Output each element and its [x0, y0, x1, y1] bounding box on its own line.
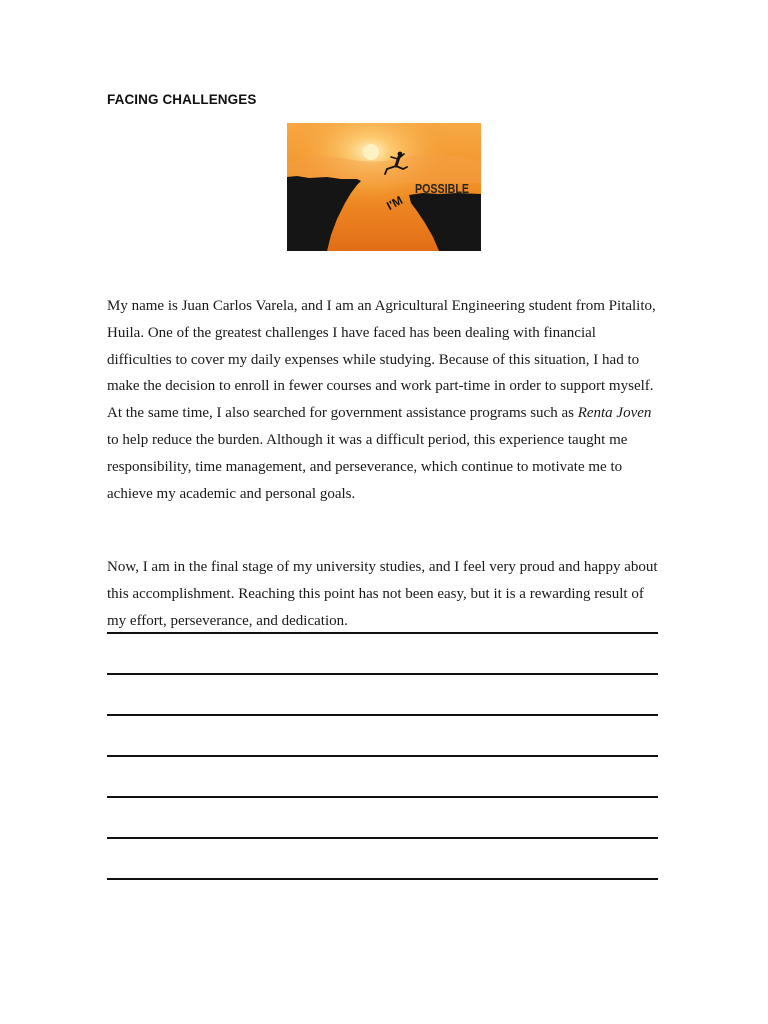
text-line: to help reduce the burden. Although it was a difficult period, this experience taught me	[107, 431, 628, 448]
text-line: Huila. One of the greatest challenges I have faced has been dealing with financial	[107, 324, 596, 341]
falling-letters: I'M	[384, 193, 406, 214]
page-title: FACING CHALLENGES	[107, 92, 257, 107]
writing-line	[107, 755, 658, 757]
cliff-jump-illustration	[287, 123, 481, 251]
paragraph-introduction	[107, 293, 667, 507]
text-line: this accomplishment. Reaching this point has not been easy, but it is a rewarding result of	[107, 585, 644, 602]
text-line: achieve my academic and personal goals.	[107, 485, 356, 502]
text-line: my effort, perseverance, and dedication.	[107, 612, 348, 629]
text-line: responsibility, time management, and perseverance, which continue to motivate me to	[107, 458, 623, 475]
program-name-emphasis: Renta Joven	[577, 405, 652, 422]
paragraph-conclusion	[107, 554, 667, 634]
text-line	[107, 400, 667, 427]
writing-line	[107, 714, 658, 716]
text-line: Now, I am in the final stage of my university studies, and I feel very proud and happy about	[107, 559, 658, 575]
writing-line	[107, 796, 658, 798]
writing-line	[107, 632, 658, 634]
writing-line	[107, 673, 658, 675]
jumping-over-cliff-icon	[287, 123, 481, 251]
text-line: difficulties to cover my daily expenses while studying. Because of this situation, I had to	[107, 351, 640, 368]
possible-word: POSSIBLE	[415, 181, 470, 196]
text-line: make the decision to enroll in fewer courses and work part-time in order to support myself.	[107, 378, 654, 395]
writing-line	[107, 878, 658, 880]
text-line: My name is Juan Carlos Varela, and I am an Agricultural Engineering student from Pitalito,	[107, 298, 656, 314]
writing-line	[107, 837, 658, 839]
text-fragment: At the same time, I also searched for government assistance programs such as	[107, 405, 578, 422]
sun	[363, 144, 379, 160]
